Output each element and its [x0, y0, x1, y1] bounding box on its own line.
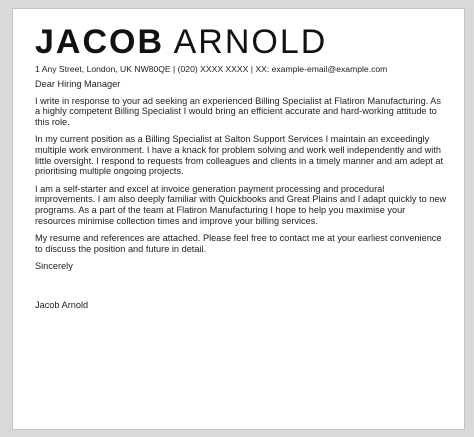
paragraph-intro: I write in response to your ad seeking an experienced Billing Specialist at Flatiron Manufacturing. As a highly competent Billing Specialist I would bring an efficient accurate and hard-working attitude to this role.: [35, 95, 441, 127]
last-name: ARNOLD: [173, 23, 328, 61]
cover-letter-page: [12, 8, 465, 430]
paragraph-skills: I am a self-starter and excel at invoice generation payment processing and procedural improvements. I am also deeply familiar with Quickbooks and Great Plains and I adapt quickly to new programs. As a part of the team at Flatiron Manufacturing I hope to help you maximise your resources minimise collection times and improve your billing services.: [35, 183, 447, 226]
first-name: JACOB: [35, 23, 165, 61]
applicant-name: [35, 23, 327, 61]
closing: Sincerely: [35, 261, 73, 272]
letter-body: [35, 79, 447, 272]
salutation: Dear Hiring Manager: [35, 79, 121, 89]
paragraph-current-position: In my current position as a Billing Specialist at Salton Support Services I maintain an exceedingly multiple work environment. I have a knack for problem solving and work well independently and with little oversight. I respond to requests from colleagues and clients in a timely manner and am adept at prioritising multiple ongoing projects.: [35, 134, 444, 177]
signature-name: Jacob Arnold: [35, 300, 89, 310]
contact-details: 1 Any Street, London, UK NW80QE | (020) XXXX XXXX | XX: example-email@example.com: [35, 64, 388, 74]
paragraph-closing-remarks: My resume and references are attached. Please feel free to contact me at your earliest convenience to discuss the position and future in detail.: [35, 233, 442, 254]
